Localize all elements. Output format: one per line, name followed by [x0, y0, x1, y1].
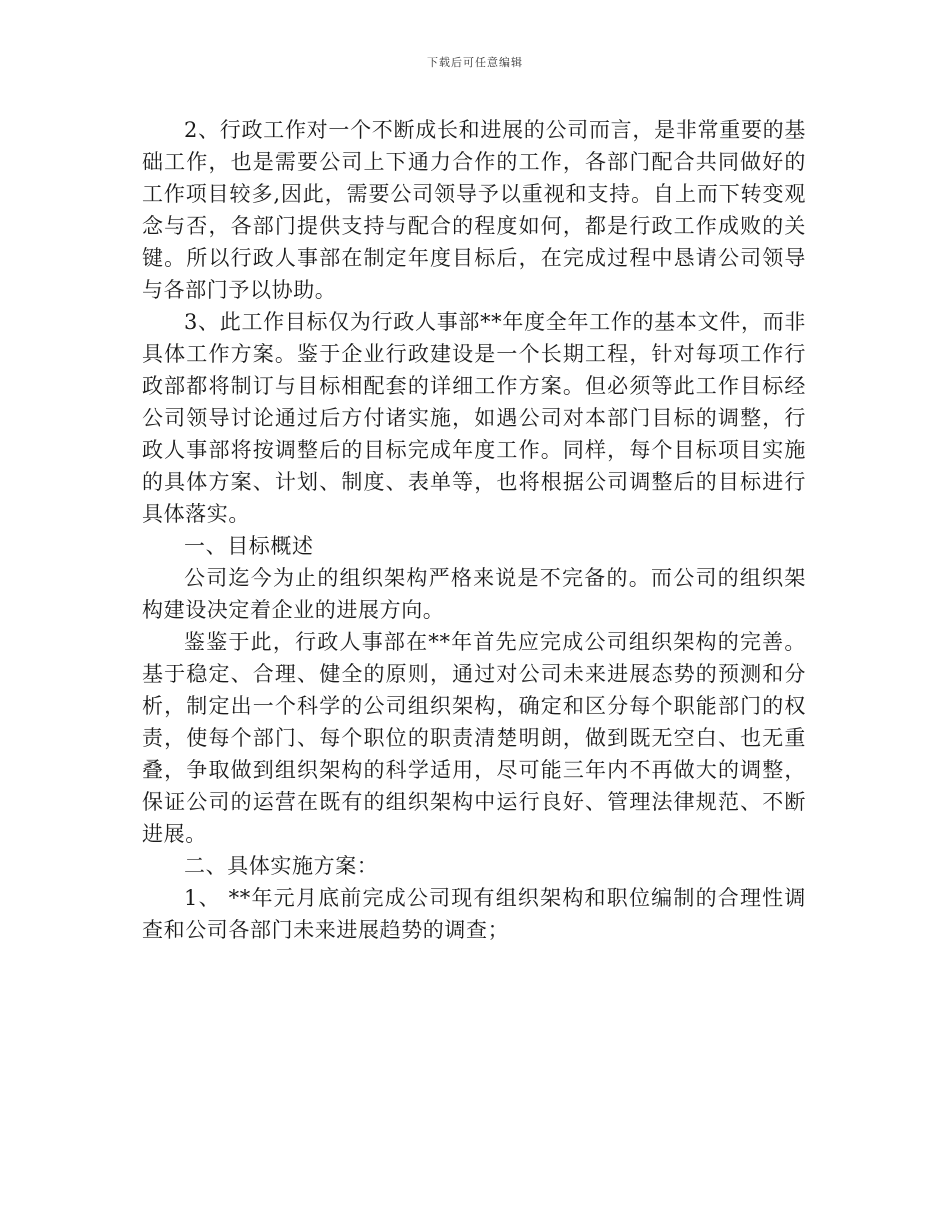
paragraph-org-structure: 鉴鉴于此，行政人事部在**年首先应完成公司组织架构的完善。基于稳定、合理、健全的原则，通过对公司未来进展态势的预测和分析，制定出一个科学的公司组织架构，确定和区分每个职能部门的权责，使每个部门、每个职位的职责清楚明朗，做到既无空白、也无重叠，争取做到组织架构的科学适用，尽可能三年内不再做大的调整，保证公司的运营在既有的组织架构中运行良好、管理法律规范、不断进展。 [142, 630, 806, 846]
paragraph-item-3: 3、此工作目标仅为行政人事部**年度全年工作的基本文件，而非具体工作方案。鉴于企业行政建设是一个长期工程，针对每项工作行政部都将制订与目标相配套的详细工作方案。但必须等此工作目标经公司领导讨论通过后方付诸实施，如遇公司对本部门目标的调整，行政人事部将按调整后的目标完成年度工作。同样，每个目标项目实施的具体方案、计划、制度、表单等，也将根据公司调整后的目标进行具体落实。 [142, 310, 806, 526]
document-body [142, 114, 806, 946]
section-heading-goal-overview: 一、目标概述 [184, 534, 314, 558]
section-heading-implementation-plan: 二、具体实施方案： [184, 854, 379, 878]
page-header: 下载后可任意编辑 [427, 56, 523, 69]
paragraph-plan-item-1: 1、 **年元月底前完成公司现有组织架构和职位编制的合理性调查和公司各部门未来进展趋势的调查； [142, 886, 806, 942]
paragraph-goal-overview: 公司迄今为止的组织架构严格来说是不完备的。而公司的组织架构建设决定着企业的进展方向。 [142, 566, 806, 622]
paragraph-item-2: 2、行政工作对一个不断成长和进展的公司而言，是非常重要的基础工作，也是需要公司上下通力合作的工作，各部门配合共同做好的工作项目较多,因此，需要公司领导予以重视和支持。自上而下转变观念与否，各部门提供支持与配合的程度如何，都是行政工作成败的关键。所以行政人事部在制定年度目标后，在完成过程中恳请公司领导与各部门予以协助。 [142, 118, 806, 302]
